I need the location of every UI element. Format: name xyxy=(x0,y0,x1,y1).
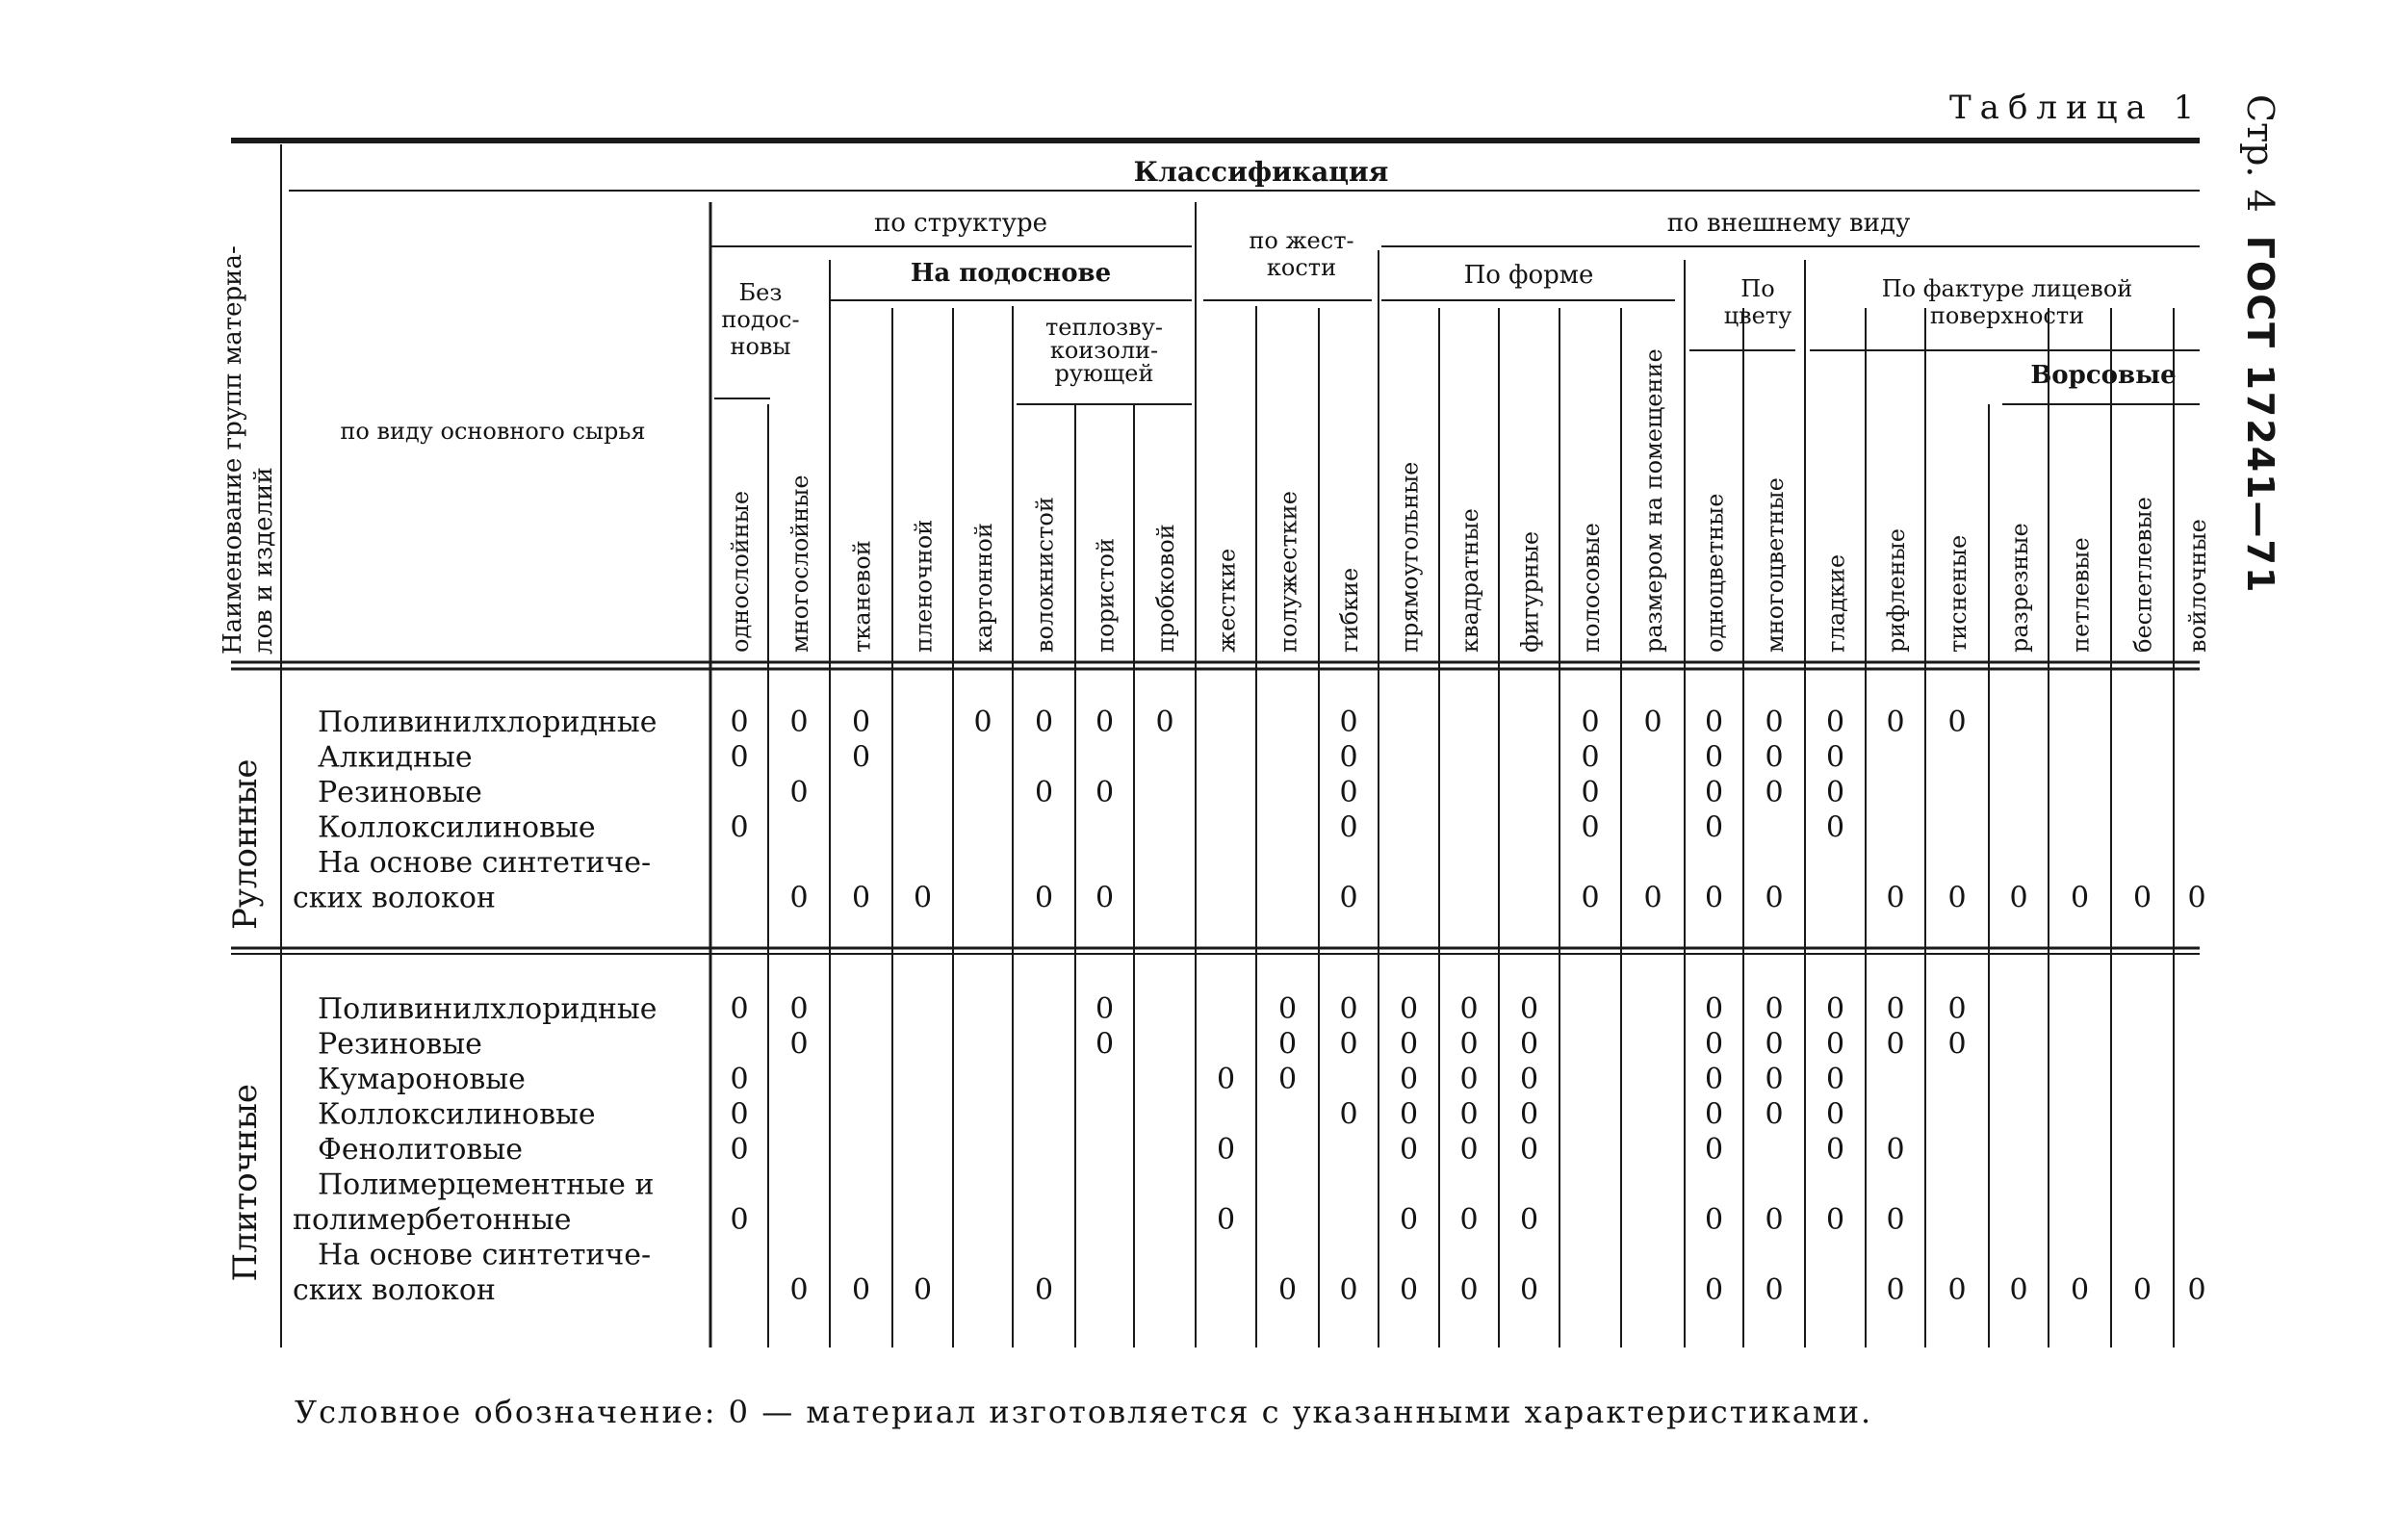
row-mark: 0 xyxy=(1399,992,1419,1026)
row-mark: 0 xyxy=(1765,740,1784,775)
row-mark: 0 xyxy=(1704,1097,1724,1132)
row-mark: 0 xyxy=(1519,1063,1539,1096)
row-mark: 0 xyxy=(1704,992,1724,1026)
row-mark: 0 xyxy=(2070,1273,2090,1307)
row-mark: 0 xyxy=(1519,1203,1539,1237)
row-mark: 0 xyxy=(1704,740,1724,775)
column-header-21: тисненые xyxy=(1945,534,1972,653)
row-mark: 0 xyxy=(1339,992,1358,1026)
row-label: Поливинилхлоридные xyxy=(318,992,657,1026)
row-mark: 0 xyxy=(1704,776,1724,809)
row-mark: 0 xyxy=(1825,706,1845,739)
column-header-18: многоцветные xyxy=(1762,477,1789,653)
row-mark: 0 xyxy=(1765,706,1784,739)
row-mark: 0 xyxy=(1339,706,1358,739)
row-mark: 0 xyxy=(1704,1273,1724,1307)
rigidity-label-1: по жест- xyxy=(1249,227,1354,254)
row-mark: 0 xyxy=(1034,1273,1054,1307)
row-mark: 0 xyxy=(1825,1027,1845,1062)
row-mark: 0 xyxy=(1034,706,1054,739)
color-label-2: цвету xyxy=(1723,302,1792,329)
column-header-5: картонной xyxy=(970,523,997,653)
shape-label: По форме xyxy=(1463,261,1594,290)
row-mark: 0 xyxy=(1095,992,1115,1026)
column-header-23: петлевые xyxy=(2067,537,2095,653)
row-mark: 0 xyxy=(1519,1097,1539,1132)
row-label: Резиновые xyxy=(318,1027,482,1062)
row-mark: 0 xyxy=(2132,1273,2152,1307)
row-mark: 0 xyxy=(2132,881,2152,915)
column-header-25: войлочные xyxy=(2184,519,2211,653)
row-mark: 0 xyxy=(2187,881,2206,915)
row-mark: 0 xyxy=(730,1133,749,1167)
row-mark: 0 xyxy=(1519,992,1539,1026)
row-mark: 0 xyxy=(1825,1063,1845,1096)
column-header-8: пробковой xyxy=(1152,524,1179,653)
column-header-15: полосовые xyxy=(1578,523,1605,653)
row-label: На основе синтетиче- xyxy=(318,1238,652,1272)
row-label: Поливинилхлоридные xyxy=(318,706,657,739)
row-mark: 0 xyxy=(1399,1273,1419,1307)
row-mark: 0 xyxy=(1277,992,1298,1026)
row-mark: 0 xyxy=(730,1063,749,1096)
column-header-20: рифленые xyxy=(1883,528,1910,653)
row-mark: 0 xyxy=(1095,1027,1115,1062)
row-mark: 0 xyxy=(1704,810,1724,845)
row-mark: 0 xyxy=(1277,1027,1298,1062)
row-mark: 0 xyxy=(730,1097,749,1132)
row-mark: 0 xyxy=(1765,1063,1784,1096)
row-mark: 0 xyxy=(1459,1203,1479,1237)
row-mark: 0 xyxy=(1459,1133,1479,1167)
row-mark: 0 xyxy=(1886,992,1905,1026)
row-mark: 0 xyxy=(1399,1027,1419,1062)
row-mark: 0 xyxy=(1155,706,1174,739)
row-mark: 0 xyxy=(1825,992,1845,1026)
row-label: Фенолитовые xyxy=(318,1133,523,1167)
row-label: ских волокон xyxy=(293,881,496,915)
row-mark: 0 xyxy=(730,810,749,845)
row-mark: 0 xyxy=(1095,881,1115,915)
row-mark: 0 xyxy=(2070,881,2090,915)
row-mark: 0 xyxy=(1519,1273,1539,1307)
column-header-1: однослойные xyxy=(727,490,754,653)
row-mark: 0 xyxy=(1765,776,1784,809)
rigidity-label-2: кости xyxy=(1266,254,1337,281)
row-mark: 0 xyxy=(1947,706,1967,739)
column-header-12: прямоугольные xyxy=(1396,461,1424,653)
column-header-9: жесткие xyxy=(1213,548,1241,653)
row-mark: 0 xyxy=(1886,706,1905,739)
row-mark: 0 xyxy=(1581,810,1600,845)
row-mark: 0 xyxy=(1947,881,1967,915)
row-mark: 0 xyxy=(1095,776,1115,809)
row-mark: 0 xyxy=(1704,881,1724,915)
row-mark: 0 xyxy=(2187,1273,2206,1307)
row-label: На основе синтетиче- xyxy=(318,846,652,880)
insul-label-2: коизоли- xyxy=(1049,337,1159,364)
row-mark: 0 xyxy=(1886,1273,1905,1307)
row-mark: 0 xyxy=(1825,1133,1845,1167)
group-col-label-2: лов и изделий xyxy=(249,467,278,654)
row-mark: 0 xyxy=(1459,992,1479,1026)
row-mark: 0 xyxy=(1765,992,1784,1026)
side-page-number: Стр. 4 xyxy=(2239,94,2281,213)
group-col-label-1: Наименование групп материа- xyxy=(219,245,247,654)
row-label: Коллоксилиновые xyxy=(318,1097,596,1132)
insul-label-3: рующей xyxy=(1054,360,1154,387)
row-mark: 0 xyxy=(1339,1027,1358,1062)
row-mark: 0 xyxy=(789,1273,809,1307)
row-mark: 0 xyxy=(1339,1097,1358,1132)
row-mark: 0 xyxy=(1519,1133,1539,1167)
row-mark: 0 xyxy=(1095,706,1115,739)
row-mark: 0 xyxy=(1459,1063,1479,1096)
row-mark: 0 xyxy=(789,776,809,809)
row-mark: 0 xyxy=(1459,1273,1479,1307)
row-mark: 0 xyxy=(1339,881,1358,915)
row-mark: 0 xyxy=(2009,1273,2028,1307)
row-mark: 0 xyxy=(1765,1027,1784,1062)
column-header-11: гибкие xyxy=(1336,567,1363,653)
texture-label-2: поверхности xyxy=(1929,302,2085,329)
row-mark: 0 xyxy=(1947,992,1967,1026)
column-header-3: тканевой xyxy=(848,540,876,653)
column-header-19: гладкие xyxy=(1822,553,1850,653)
row-mark: 0 xyxy=(1216,1203,1236,1237)
row-mark: 0 xyxy=(1277,1063,1298,1096)
row-mark: 0 xyxy=(1216,1063,1236,1096)
row-mark: 0 xyxy=(1459,1097,1479,1132)
row-mark: 0 xyxy=(1581,706,1600,739)
row-mark: 0 xyxy=(1825,776,1845,809)
side-gost-number: ГОСТ 17241—71 xyxy=(2239,235,2281,595)
row-mark: 0 xyxy=(1643,706,1662,739)
pile-label: Ворсовые xyxy=(2030,361,2177,390)
structure-label: по структуре xyxy=(873,209,1048,238)
row-mark: 0 xyxy=(1825,1203,1845,1237)
row-mark: 0 xyxy=(1581,776,1600,809)
column-header-14: фигурные xyxy=(1516,530,1544,653)
group-name-1: Рулонные xyxy=(226,758,265,930)
row-mark: 0 xyxy=(730,992,749,1026)
column-header-4: пленочной xyxy=(910,519,938,653)
row-mark: 0 xyxy=(1519,1027,1539,1062)
row-mark: 0 xyxy=(851,740,871,775)
row-mark: 0 xyxy=(1034,881,1054,915)
row-mark: 0 xyxy=(730,1203,749,1237)
raw-material-label: по виду основного сырья xyxy=(340,418,646,445)
row-mark: 0 xyxy=(1886,1027,1905,1062)
insul-label-1: теплозву- xyxy=(1044,314,1164,341)
group-name-2: Плиточные xyxy=(226,1083,265,1282)
texture-label-1: По фактуре лицевой xyxy=(1881,275,2133,302)
row-mark: 0 xyxy=(1704,1203,1724,1237)
color-label-1: По xyxy=(1740,275,1775,302)
row-label: Кумароновые xyxy=(318,1063,526,1096)
row-mark: 0 xyxy=(730,706,749,739)
row-mark: 0 xyxy=(789,706,809,739)
on-base-label: На подоснове xyxy=(910,259,1112,288)
row-mark: 0 xyxy=(789,992,809,1026)
no-base-label-1: Без xyxy=(738,279,783,306)
row-mark: 0 xyxy=(1339,810,1358,845)
row-mark: 0 xyxy=(1643,881,1662,915)
row-mark: 0 xyxy=(1704,1063,1724,1096)
row-label: Резиновые xyxy=(318,776,482,809)
appearance-label: по внешнему виду xyxy=(1666,209,1911,238)
row-mark: 0 xyxy=(1581,740,1600,775)
row-mark: 0 xyxy=(1581,881,1600,915)
row-mark: 0 xyxy=(913,881,933,915)
row-mark: 0 xyxy=(1704,1027,1724,1062)
row-label: Коллоксилиновые xyxy=(318,810,596,845)
row-mark: 0 xyxy=(1886,881,1905,915)
row-mark: 0 xyxy=(1825,1097,1845,1132)
column-header-13: квадратные xyxy=(1456,508,1483,653)
row-mark: 0 xyxy=(973,706,992,739)
column-header-22: разрезные xyxy=(2006,523,2033,653)
row-mark: 0 xyxy=(1034,776,1054,809)
column-header-24: беспетлевые xyxy=(2129,497,2157,653)
row-mark: 0 xyxy=(1704,706,1724,739)
row-mark: 0 xyxy=(1765,1273,1784,1307)
row-mark: 0 xyxy=(851,881,871,915)
row-mark: 0 xyxy=(2009,881,2028,915)
row-mark: 0 xyxy=(1277,1273,1298,1307)
row-mark: 0 xyxy=(1947,1273,1967,1307)
column-header-10: полужесткие xyxy=(1275,490,1302,653)
no-base-label-3: новы xyxy=(730,333,791,360)
row-mark: 0 xyxy=(913,1273,933,1307)
row-mark: 0 xyxy=(1765,1203,1784,1237)
row-mark: 0 xyxy=(1399,1097,1419,1132)
column-header-6: волокнистой xyxy=(1031,497,1059,653)
column-header-2: многослойные xyxy=(786,475,813,653)
row-mark: 0 xyxy=(851,1273,871,1307)
row-mark: 0 xyxy=(1765,1097,1784,1132)
row-mark: 0 xyxy=(1216,1133,1236,1167)
row-mark: 0 xyxy=(730,740,749,775)
row-mark: 0 xyxy=(789,881,809,915)
row-mark: 0 xyxy=(1459,1027,1479,1062)
row-label: Полимерцементные и xyxy=(318,1168,655,1202)
row-mark: 0 xyxy=(1947,1027,1967,1062)
row-mark: 0 xyxy=(1399,1203,1419,1237)
legend-note: Условное обозначение: 0 — материал изготовляется с указанными характеристиками. xyxy=(295,1394,1873,1430)
column-header-17: одноцветные xyxy=(1701,493,1729,653)
row-mark: 0 xyxy=(789,1027,809,1062)
row-mark: 0 xyxy=(851,706,871,739)
row-mark: 0 xyxy=(1825,740,1845,775)
table-caption: Таблица 1 xyxy=(1949,89,2204,127)
row-label: ских волокон xyxy=(293,1273,496,1307)
column-header-7: пористой xyxy=(1092,538,1120,653)
row-mark: 0 xyxy=(1765,881,1784,915)
row-mark: 0 xyxy=(1339,740,1358,775)
row-mark: 0 xyxy=(1339,776,1358,809)
row-mark: 0 xyxy=(1399,1133,1419,1167)
row-mark: 0 xyxy=(1886,1203,1905,1237)
column-header-16: размером на помещение xyxy=(1640,348,1667,653)
row-mark: 0 xyxy=(1704,1133,1724,1167)
row-mark: 0 xyxy=(1886,1133,1905,1167)
row-label: Алкидные xyxy=(318,740,473,775)
classification-label: Классификация xyxy=(1133,156,1389,188)
row-mark: 0 xyxy=(1339,1273,1358,1307)
row-label: полимербетонные xyxy=(293,1203,572,1237)
no-base-label-2: подос- xyxy=(721,306,800,333)
row-mark: 0 xyxy=(1825,810,1845,845)
row-mark: 0 xyxy=(1399,1063,1419,1096)
